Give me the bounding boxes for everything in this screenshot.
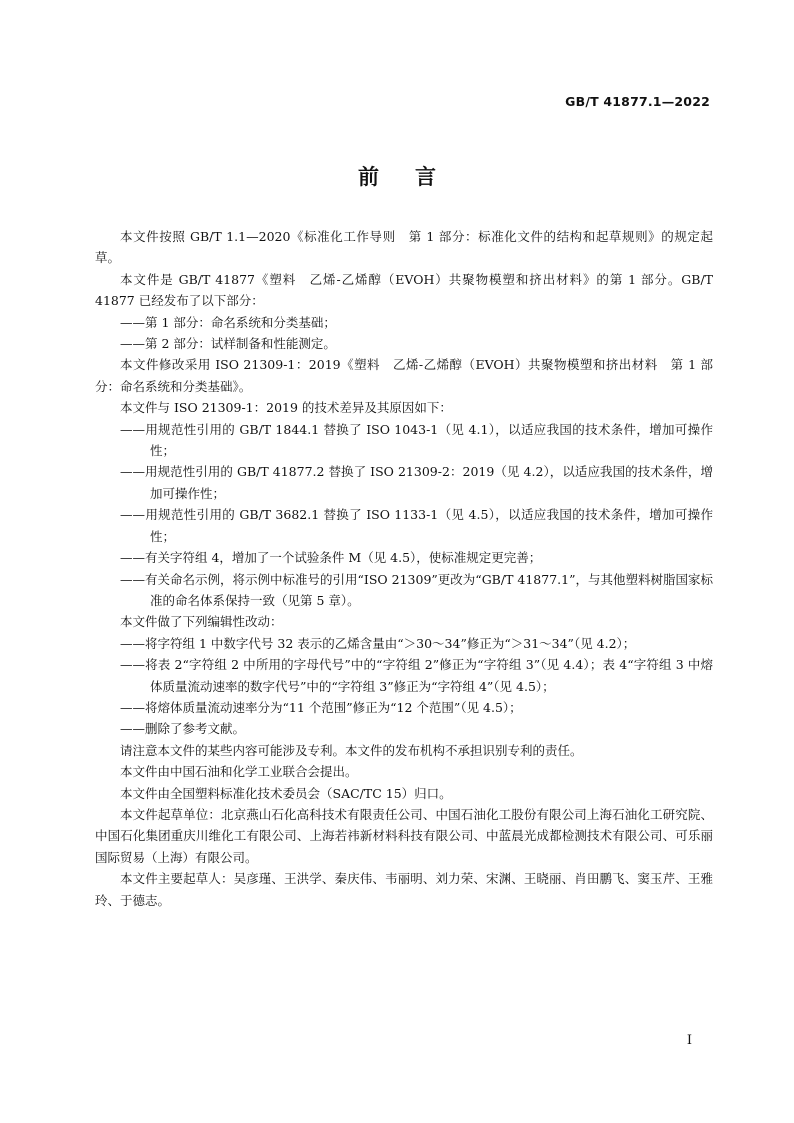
page-title: 前言 (358, 165, 472, 189)
paragraph: 本文件是 GB/T 41877《塑料 乙烯-乙烯醇（EVOH）共聚物模塑和挤出材料》的第 1 部分。GB/T 41877 已经发布了以下部分： (95, 271, 713, 309)
paragraph: 本文件修改采用 ISO 21309-1：2019《塑料 乙烯-乙烯醇（EVOH）共聚物模塑和挤出材料 第 1 部分：命名系统和分类基础》。 (95, 357, 713, 394)
list-item: ——有关字符组 4，增加了一个试验条件 M（见 4.5），使标准规定更完善； (120, 550, 542, 566)
list-item: ——用规范性引用的 GB/T 41877.2 替换了 ISO 21309-2：2019（见 4.2），以适应我国的技术条件，增加可操作性； (120, 464, 713, 501)
standard-code: GB/T 41877.1—2022 (565, 94, 710, 109)
list-item: ——将字符组 1 中数字代号 32 表示的乙烯含量由“＞30～34”修正为“＞31～34”（见 4.2）； (120, 635, 636, 651)
list-item: ——将熔体质量流动速率分为“11 个范围”修正为“12 个范围”（见 4.5）； (120, 699, 522, 715)
paragraph: 本文件起草单位：北京燕山石化高科技术有限责任公司、中国石油化工股份有限公司上海石油化工研究院、中国石化集团重庆川维化工有限公司、上海若祎新材料科技有限公司、中蓝晨光成都检测技术有限公司、可乐丽国际贸易（上海）有限公司。 (95, 806, 713, 865)
list-item: ——第 1 部分：命名系统和分类基础； (120, 314, 336, 330)
list-item: ——将表 2“字符组 2 中所用的字母代号”中的“字符组 2”修正为“字符组 3”（见 4.4）；表 4“字符组 3 中熔体质量流动速率的数字代号”中的“字符组 3”修正为“字符组 4”（见 4.5）； (120, 657, 713, 694)
list-item: ——第 2 部分：试样制备和性能测定。 (120, 336, 336, 352)
paragraph: 本文件主要起草人：吴彦瑾、王洪学、秦庆伟、韦丽明、刘力荣、宋渊、王晓丽、肖田鹏飞、窦玉芹、王雅玲、于德志。 (95, 871, 713, 908)
paragraph: 请注意本文件的某些内容可能涉及专利。本文件的发布机构不承担识别专利的责任。 (120, 742, 583, 758)
list-item: ——删除了参考文献。 (120, 721, 246, 737)
page-number: I (686, 1033, 692, 1048)
paragraph: 本文件做了下列编辑性改动： (120, 614, 283, 630)
paragraph: 本文件按照 GB/T 1.1—2020《标准化工作导则 第 1 部分：标准化文件的结构和起草规则》的规定起草。 (95, 229, 713, 266)
paragraph: 本文件由全国塑料标准化技术委员会（SAC/TC 15）归口。 (120, 785, 452, 801)
paragraph: 本文件由中国石油和化学工业联合会提出。 (120, 764, 358, 780)
list-item: ——有关命名示例，将示例中标准号的引用“ISO 21309”更改为“GB/T 41877.1”，与其他塑料树脂国家标准的命名体系保持一致（见第 5 章）。 (120, 571, 713, 608)
list-item: ——用规范性引用的 GB/T 3682.1 替换了 ISO 1133-1（见 4.5），以适应我国的技术条件，增加可操作性； (120, 507, 713, 544)
document-body (95, 226, 713, 911)
paragraph: 本文件与 ISO 21309-1：2019 的技术差异及其原因如下： (120, 400, 452, 416)
list-item: ——用规范性引用的 GB/T 1844.1 替换了 ISO 1043-1（见 4.1），以适应我国的技术条件，增加可操作性； (120, 421, 713, 459)
